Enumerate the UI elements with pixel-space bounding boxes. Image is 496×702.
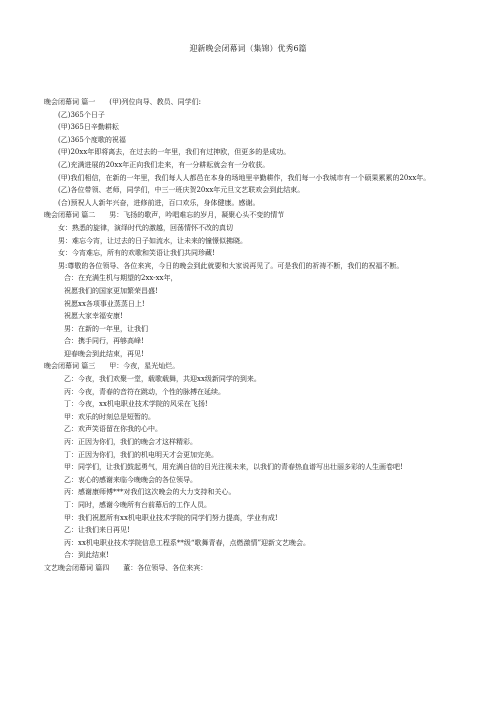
text-line: (合)预祝人人新年兴奋，进修前进，百口欢乐，身体健康。感谢。 [58, 198, 260, 207]
text-line: 丙：正因为你们，我们的晚会才这样精彩。 [64, 438, 197, 447]
text-line: 丙：xx机电职业技术学院信息工程系**级“歌舞青春，点燃激情”迎新文艺晚会。 [64, 538, 311, 547]
text-line: 合：携手同行，再够高峰! [64, 337, 144, 346]
text-line: 男：难忘今宵，让过去的日子如流水，让未来的憧憬似拂晓。 [58, 236, 247, 245]
text-line: 男：在新的一年里，让我们 [64, 324, 148, 333]
text-line: 祝愿我们的国家更加繁荣昌盛! [64, 286, 158, 295]
text-line: 丁：同时，感谢今晚所有台前幕后的工作人员。 [64, 501, 211, 509]
text-line: 乙：欢声笑语留在你我的心中。 [64, 425, 162, 434]
document-body [44, 96, 464, 575]
text-line: (乙)365个日子 [58, 110, 105, 119]
text-line: 合：在充满生机与期望的2xx-xx年， [64, 274, 178, 283]
text-line: 祝愿xx各项事业蒸蒸日上! [64, 299, 145, 308]
text-line: (乙)365个度歌的祝福 [58, 135, 126, 144]
text-line: 乙：今夜，我们欢聚一堂，载歌载舞，共迎xx级新同学的到来。 [64, 375, 261, 384]
document-title: 迎新晚会闭幕词（集锦）优秀6篇 [189, 44, 307, 53]
text-line: 丁：正因为你们，我们的机电明天才会更加完美。 [64, 450, 218, 459]
text-line: 迎春晚会到此结束，再见! [64, 349, 144, 358]
text-line: 甲：同学们，让我们鼓起勇气，用充满自信的目光注视未来，以我们的青春热血谱写出壮丽多彩的人生画卷吧! [64, 463, 403, 472]
text-line: 合：到此结束! [64, 551, 109, 560]
text-line: 丁：今夜，xx机电职业技术学院的风采在飞扬! [64, 400, 208, 409]
text-line: 女：熟悉的旋律，演绎时代的激越，回荡情怀不改的真切 [58, 223, 233, 232]
text-line: 文艺晚会闭幕词 篇四 董：各位领导、各位来宾： [44, 563, 208, 572]
text-line: (甲)20xx年即将离去，在过去的一年里，我们有过抻欧，但更多的是成功。 [58, 148, 291, 157]
text-line: 丙：今夜，青春的音符在跳动，个性的脉搏在延续。 [64, 387, 225, 396]
text-line: (乙)充满进展的20xx年正向我们走来，有一分耕耘就会有一分收获。 [58, 160, 270, 169]
text-line: 丙：感谢康师傅***对我们这次晚会的大力支持和关心。 [64, 488, 236, 497]
text-line: 女：今宵难忘，所有的欢歌和笑语让我们共同珍藏! [58, 249, 215, 258]
text-line: (甲)365日辛勤耕耘 [58, 123, 119, 132]
text-line: 甲：我们祝愿所有xx机电职业技术学院的同学们努力提高，学业有成! [64, 513, 278, 522]
text-line: 男:尊敬的各位领导、各位来宾，今日的晚会到此就要和大家说再见了。可是我们的祈祷不断，我们的祝福不断。 [58, 261, 404, 270]
text-line: 祝愿大家幸福安康! [64, 312, 123, 321]
text-line: 晚会闭幕词 篇二 男：飞扬的歌声，吟唱难忘的岁月，凝聚心头不变的情节 [44, 211, 285, 220]
text-line: 晚会闭幕词 篇一 (甲)列位向导、教员、同学们: [44, 98, 202, 106]
text-line: (甲)我们相信，在新的一年里，我们每人人都邑在本身的场地里辛勤耕作，我们每一小我城市有一个硕果累累的20xx年。 [58, 173, 431, 182]
text-line: 乙：让我们来日再见! [64, 526, 130, 535]
text-line: 乙：衷心的感谢来临今晚晚会的各位领导。 [64, 475, 197, 484]
text-line: 晚会闭幕词 篇三 甲：今夜，星光灿烂。 [44, 362, 180, 371]
text-line: (乙)各位带领、老师，同学们，中三一班庆贺20xx年元旦文艺联欢会到此结束。 [58, 186, 305, 195]
text-line: 甲：欢乐的时刻总是短暂的。 [64, 412, 155, 421]
